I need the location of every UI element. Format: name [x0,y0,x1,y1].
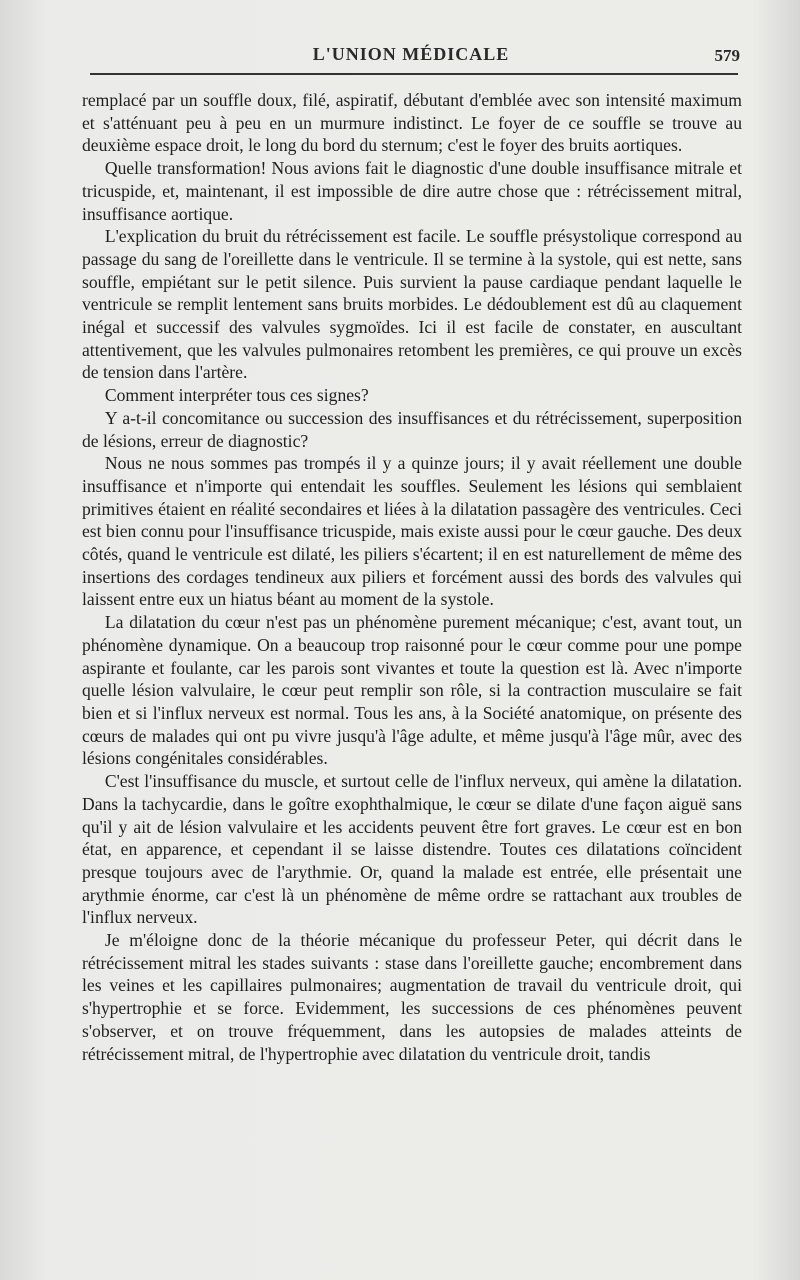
page-number: 579 [714,46,740,65]
paragraph: Je m'éloigne donc de la théorie mécanique du professeur Peter, qui décrit dans le rétrécissement mitral les stades suivants : stase dans l'oreillette gauche; encombrement dans les veines et les capillaires pulmonaires; augmentation de travail du ventricule droit, qui s'hypertrophie et se force. Evidemment, les successions de ces phénomènes peuvent s'observer, et on trouve fréquemment, dans les autopsies de malades atteints de rétrécissement mitral, de l'hypertrophie avec dilatation du ventricule droit, tandis [82,930,742,1064]
header-rule [90,73,738,75]
paragraph: Comment interpréter tous ces signes? [104,385,369,406]
paragraph: C'est l'insuffisance du muscle, et surtout celle de l'influx nerveux, qui amène la dilatation. Dans la tachycardie, dans le goître exophthalmique, le cœur se dilate d'une façon aiguë sans qu'il y ait de lésion valvulaire et les accidents peuvent être fort graves. Le cœur est en bon état, en apparence, et cependant il se laisse distendre. Toutes ces dilatations coïncident presque toujours avec de l'arythmie. Or, quand la malade est entrée, elle présentait une arythmie énorme, car c'est là un phénomène de même ordre se rattachant aux troubles de l'influx nerveux. [82,771,742,928]
paragraph: remplacé par un souffle doux, filé, aspiratif, débutant d'emblée avec son intensité maximum et s'atténuant peu à peu en un murmure indistinct. Le foyer de ce souffle se trouve au deuxième espace droit, le long du bord du sternum; c'est le foyer des bruits aortiques. [82,90,742,156]
body-text [82,89,742,1065]
paragraph: L'explication du bruit du rétrécissement est facile. Le souffle présystolique correspond au passage du sang de l'oreillette dans le ventricule. Il se termine à la systole, qui est nette, sans souffle, empiétant sur le petit silence. Puis survient la pause cardiaque pendant laquelle le ventricule se remplit lentement sans bruits morbides. Le dédoublement est dû au claquement inégal et successif des valvules sygmoïdes. Ici il est facile de constater, en auscultant attentivement, que les valvules pulmonaires retombent les premières, ce qui prouve un excès de tension dans l'artère. [82,226,742,383]
paragraph: Nous ne nous sommes pas trompés il y a quinze jours; il y avait réellement une double insuffisance et n'importe qui entendait les souffles. Seulement les lésions qui semblaient primitives étaient en réalité secondaires et liées à la dilatation passagère des ventricules. Ceci est bien connu pour l'insuffisance tricuspide, mais existe aussi pour le cœur gauche. Des deux côtés, quand le ventricule est dilaté, les piliers s'écartent; il en est naturellement de même des insertions des cordages tendineux aux piliers et forcément aussi des bords des valvules qui laissent entre eux un hiatus béant au moment de la systole. [82,453,742,610]
running-title: L'UNION MÉDICALE [312,44,510,64]
page-header [82,44,740,74]
paragraph: La dilatation du cœur n'est pas un phénomène purement mécanique; c'est, avant tout, un phénomène dynamique. On a beaucoup trop raisonné pour le cœur comme pour une pompe aspirante et foulante, car les parois sont vivantes et toute la question est là. Avec n'importe quelle lésion valvulaire, le cœur peut remplir son rôle, si la contraction musculaire se fait bien et si l'influx nerveux est normal. Tous les ans, à la Société anatomique, on présente des cœurs de malades qui ont pu vivre jusqu'à l'âge adulte, et même jusqu'à l'âge mûr, avec des lésions congénitales considérables. [82,612,742,769]
paragraph: Quelle transformation! Nous avions fait le diagnostic d'une double insuffisance mitrale et tricuspide, et, maintenant, il est impossible de dire autre chose que : rétrécissement mitral, insuffisance aortique. [82,158,742,224]
paragraph: Y a-t-il concomitance ou succession des insuffisances et du rétrécissement, superposition de lésions, erreur de diagnostic? [82,407,742,451]
